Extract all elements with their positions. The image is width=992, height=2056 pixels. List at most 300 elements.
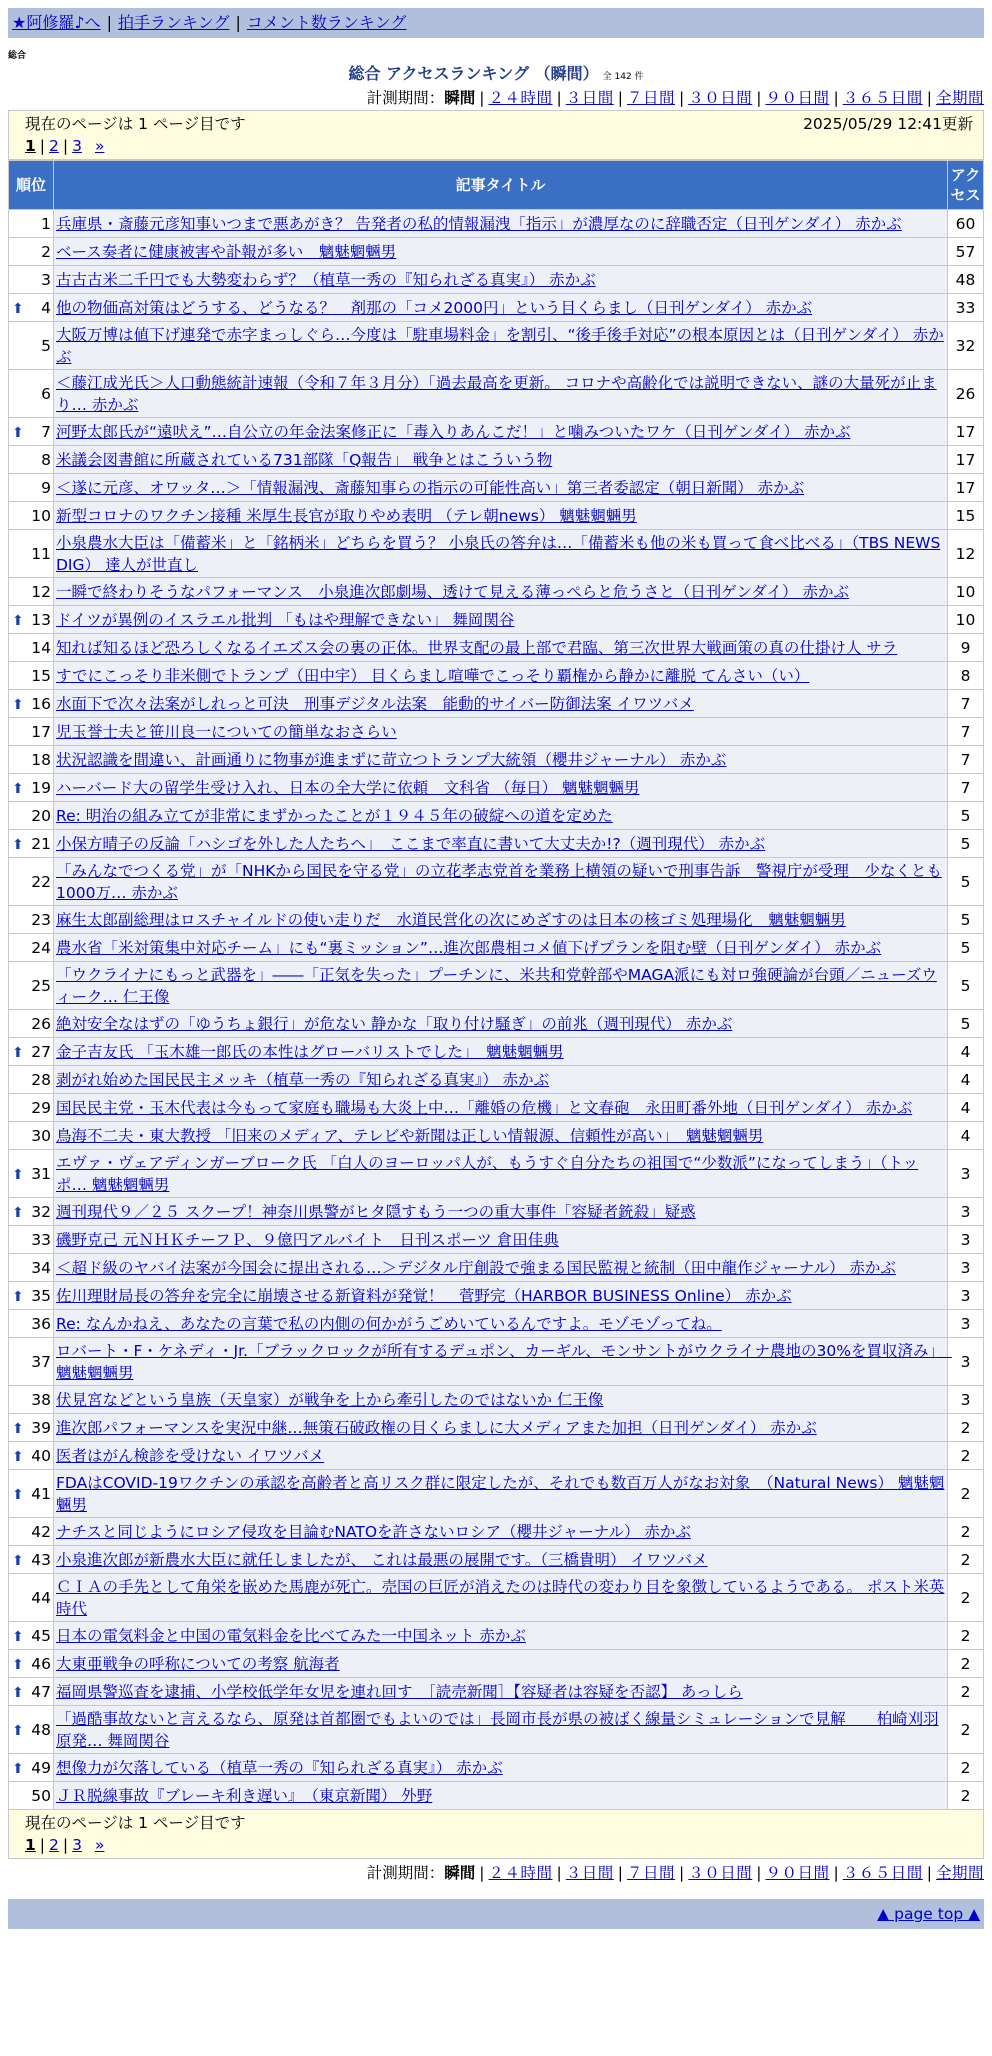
rank-cell xyxy=(9,502,54,530)
rank-up-arrow-icon: ⬆ xyxy=(12,1448,24,1465)
nav-separator: | xyxy=(235,13,241,32)
rank-up-arrow-icon: ⬆ xyxy=(12,1628,24,1645)
rank-cell xyxy=(9,266,54,294)
rank-number: 29 xyxy=(31,1098,51,1117)
article-title-link[interactable]: 状況認識を間違い、計画通りに物事が進まずに苛立つトランプ大統領（櫻井ジャーナル） 赤かぶ xyxy=(56,750,727,769)
access-count: 2 xyxy=(948,1650,984,1678)
period-separator: | xyxy=(926,1864,932,1882)
article-title-link[interactable]: 磯野克己 元ＮＨＫチーフＰ、９億円アルバイト 日刊スポーツ 倉田佳典 xyxy=(56,1230,559,1249)
period-separator: | xyxy=(679,1864,685,1882)
access-count: 3 xyxy=(948,1310,984,1338)
rank-number: 26 xyxy=(31,1014,51,1033)
article-title-link[interactable]: 小泉農水大臣は「備蓄米」と「銘柄米」どちらを買う？ 小泉氏の答弁は…「備蓄米も他の米も買って食べ比べる」（TBS NEWS DIG） 達人が世直し xyxy=(56,533,941,574)
table-row xyxy=(9,1414,984,1442)
title-cell xyxy=(54,634,948,662)
period-separator: | xyxy=(556,1864,562,1882)
period-option-link[interactable]: ７日間 xyxy=(626,1864,675,1882)
access-count: 17 xyxy=(948,446,984,474)
access-count: 3 xyxy=(948,1226,984,1254)
article-title-link[interactable]: 一瞬で終わりそうなパフォーマンス 小泉進次郎劇場、透けて見える薄っぺらと危うさと（日刊ゲンダイ） 赤かぶ xyxy=(56,582,849,601)
table-row xyxy=(9,266,984,294)
rank-cell xyxy=(9,1338,54,1386)
title-cell xyxy=(54,370,948,418)
period-option-link[interactable]: ２４時間 xyxy=(488,89,553,107)
table-row xyxy=(9,502,984,530)
table-row xyxy=(9,1622,984,1650)
rank-number: 11 xyxy=(31,544,51,563)
access-count: 17 xyxy=(948,418,984,446)
rank-number: 17 xyxy=(31,722,51,741)
access-count: 3 xyxy=(948,1198,984,1226)
col-header-rank: 順位 xyxy=(9,161,54,210)
rank-cell xyxy=(9,210,54,238)
article-title-link[interactable]: 小泉進次郎が新農水大臣に就任しましたが、 これは最悪の展開です。（三橋貴明） イワツバメ xyxy=(56,1550,708,1569)
title-cell xyxy=(54,718,948,746)
rank-up-arrow-icon: ⬆ xyxy=(12,836,24,853)
rank-number: 18 xyxy=(31,750,51,769)
rank-number: 45 xyxy=(31,1626,51,1645)
period-option-link[interactable]: 全期間 xyxy=(935,1864,984,1882)
page-2-link[interactable]: 2 xyxy=(49,1836,59,1854)
rank-number: 43 xyxy=(31,1550,51,1569)
nav-separator: | xyxy=(106,13,112,32)
article-title-link[interactable]: 農水省「米対策集中対応チーム」にも“裏ミッション”…進次郎農相コメ値下げプランを阻む壁（日刊ゲンダイ） 赤かぶ xyxy=(56,938,882,957)
article-title-link[interactable]: ＣＩＡの手先として角栄を嵌めた馬鹿が死亡。売国の巨匠が消えたのは時代の変わり目を象徴しているようである。 ポスト米英時代 xyxy=(56,1577,945,1618)
rank-cell xyxy=(9,1470,54,1518)
period-option-link[interactable]: ３６５日間 xyxy=(842,1864,923,1882)
rank-cell xyxy=(9,1066,54,1094)
table-row xyxy=(9,1282,984,1310)
title-cell xyxy=(54,1706,948,1754)
access-count: 2 xyxy=(948,1518,984,1546)
title-cell xyxy=(54,474,948,502)
period-separator: | xyxy=(756,1864,762,1882)
rank-cell xyxy=(9,906,54,934)
table-row xyxy=(9,1442,984,1470)
page-top-link[interactable]: ▲ page top ▲ xyxy=(877,1905,980,1923)
section-label: 総合 xyxy=(8,51,27,61)
page-3-link[interactable]: 3 xyxy=(72,1836,83,1854)
access-count: 57 xyxy=(948,238,984,266)
rank-up-arrow-icon: ⬆ xyxy=(12,1204,24,1221)
article-title-link[interactable]: ロバート・F・ケネディ・Jr.「ブラックロックが所有するデュポン、カーギル、モンサントがウクライナ農地の30%を買収済み」 魑魅魍魎男 xyxy=(56,1341,952,1382)
rank-cell xyxy=(9,238,54,266)
article-title-link[interactable]: 古古古米二千円でも大勢変わらず？（植草一秀の『知られざる真実』） 赤かぶ xyxy=(56,270,596,289)
title-cell xyxy=(54,1414,948,1442)
table-row xyxy=(9,962,984,1010)
table-row xyxy=(9,578,984,606)
rank-number: 42 xyxy=(31,1522,51,1541)
title-cell xyxy=(54,906,948,934)
table-row xyxy=(9,934,984,962)
current-page-text-bottom: 現在のページは 1 ページ目です xyxy=(25,1814,246,1832)
rank-cell xyxy=(9,1122,54,1150)
title-cell xyxy=(54,962,948,1010)
table-row xyxy=(9,1678,984,1706)
table-row xyxy=(9,1754,984,1782)
ranking-table xyxy=(8,160,984,1810)
article-title-link[interactable]: 絶対安全なはずの「ゆうちょ銀行」が危ない 静かな「取り付け騒ぎ」の前兆（週刊現代） 赤かぶ xyxy=(56,1014,733,1033)
total-count: 全 142 件 xyxy=(602,72,644,82)
article-title-link[interactable]: ＜遂に元彦、オワッタ…＞「情報漏洩、斎藤知事らの指示の可能性高い」第三者委認定（朝日新聞） 赤かぶ xyxy=(56,478,805,497)
article-title-link[interactable]: 医者はがん検診を受けない イワツバメ xyxy=(56,1446,325,1465)
title-cell xyxy=(54,446,948,474)
title-cell xyxy=(54,774,948,802)
period-option-link[interactable]: ９０日間 xyxy=(765,89,830,107)
access-count: 10 xyxy=(948,578,984,606)
article-title-link[interactable]: 知れば知るほど恐ろしくなるイエズス会の裏の正体。世界支配の最上部で君臨、第三次世界大戦画策の真の仕掛け人 サラ xyxy=(56,638,898,657)
title-cell xyxy=(54,802,948,830)
article-title-link[interactable]: Re: 明治の組み立てが非常にまずかったことが１９４５年の破綻への道を定めた xyxy=(56,806,613,825)
title-cell xyxy=(54,1470,948,1518)
article-title-link[interactable]: 米議会図書館に所蔵されている731部隊「Q報告」 戦争とはこういう物 xyxy=(56,450,553,469)
article-title-link[interactable]: 週刊現代９／２５ スクープ！神奈川県警がヒタ隠すもう一つの重大事件「容疑者銃殺」疑惑 xyxy=(56,1202,696,1221)
rank-cell xyxy=(9,530,54,578)
access-count: 10 xyxy=(948,606,984,634)
table-row xyxy=(9,746,984,774)
rank-number: 47 xyxy=(31,1682,51,1701)
rank-cell xyxy=(9,1782,54,1810)
next-page-link[interactable]: » xyxy=(94,1836,105,1854)
table-row xyxy=(9,1782,984,1810)
article-title-link[interactable]: 水面下で次々法案がしれっと可決 刑事デジタル法案 能動的サイバー防御法案 イワツバメ xyxy=(56,694,694,713)
rank-number: 10 xyxy=(31,506,51,525)
period-current: 瞬間 xyxy=(444,89,476,107)
table-row xyxy=(9,1706,984,1754)
title-cell xyxy=(54,266,948,294)
footer-bar xyxy=(8,1899,984,1929)
access-count: 33 xyxy=(948,294,984,322)
page-title-row xyxy=(8,62,984,86)
table-row xyxy=(9,858,984,906)
access-count: 2 xyxy=(948,1470,984,1518)
period-separator: | xyxy=(679,89,685,107)
period-separator: | xyxy=(833,89,839,107)
table-row xyxy=(9,690,984,718)
rank-up-arrow-icon: ⬆ xyxy=(12,1552,24,1569)
rank-number: 2 xyxy=(41,242,51,261)
rank-cell xyxy=(9,1010,54,1038)
rank-number: 21 xyxy=(31,834,51,853)
table-row xyxy=(9,530,984,578)
clap-ranking-link[interactable]: 拍手ランキング xyxy=(117,13,230,32)
article-title-link[interactable]: ＜藤江成光氏＞人口動態統計速報（令和７年３月分）「過去最高を更新。 コロナや高齢化では説明できない、謎の大量死が止まり… 赤かぶ xyxy=(56,373,937,414)
access-count: 15 xyxy=(948,502,984,530)
access-count: 4 xyxy=(948,1038,984,1066)
article-title-link[interactable]: 鳥海不二夫・東大教授 「旧来のメディア、テレビや新聞は正しい情報源、信頼性が高い」 魑魅魍魎男 xyxy=(56,1126,764,1145)
access-count: 2 xyxy=(948,1414,984,1442)
title-cell xyxy=(54,1678,948,1706)
rank-up-arrow-icon: ⬆ xyxy=(12,424,24,441)
period-option-link[interactable]: ３０日間 xyxy=(688,89,753,107)
rank-cell xyxy=(9,474,54,502)
col-header-title: 記事タイトル xyxy=(54,161,948,210)
access-count: 2 xyxy=(948,1442,984,1470)
article-title-link[interactable]: ＜超ド級のヤバイ法案が今国会に提出される…＞デジタル庁創設で強まる国民監視と統制（田中龍作ジャーナル） 赤かぶ xyxy=(56,1258,896,1277)
rank-cell xyxy=(9,1094,54,1122)
access-count: 2 xyxy=(948,1546,984,1574)
article-title-link[interactable]: 小保方晴子の反論「ハシゴを外した人たちへ」 ここまで率直に書いて大丈夫か!?（週刊現代） 赤かぶ xyxy=(56,834,766,853)
title-cell xyxy=(54,746,948,774)
table-row xyxy=(9,1066,984,1094)
rank-number: 22 xyxy=(31,872,51,891)
table-row xyxy=(9,906,984,934)
rank-number: 38 xyxy=(31,1390,51,1409)
title-cell xyxy=(54,210,948,238)
table-row xyxy=(9,418,984,446)
next-page-link[interactable]: » xyxy=(94,137,105,155)
rank-cell xyxy=(9,1038,54,1066)
title-cell xyxy=(54,418,948,446)
rank-cell xyxy=(9,962,54,1010)
access-count: 5 xyxy=(948,934,984,962)
article-title-link[interactable]: エヴァ・ヴェアディンガーブローク氏 「白人のヨーロッパ人が、もうすぐ自分たちの祖国で“少数派”になってしまう」（トッポ… 魑魅魍魎男 xyxy=(56,1153,919,1194)
access-count: 3 xyxy=(948,1386,984,1414)
article-title-link[interactable]: ＪＲ脱線事故『ブレーキ利き遅い』 （東京新聞） 外野 xyxy=(56,1786,433,1805)
title-cell xyxy=(54,1310,948,1338)
title-cell xyxy=(54,530,948,578)
article-title-link[interactable]: ハーバード大の留学生受け入れ、日本の全大学に依頼 文科省 （毎日） 魑魅魍魎男 xyxy=(56,778,640,797)
period-option-link[interactable]: ７日間 xyxy=(626,89,675,107)
title-cell xyxy=(54,1094,948,1122)
rank-number: 14 xyxy=(31,638,51,657)
title-cell xyxy=(54,502,948,530)
period-option-link[interactable]: ３６５日間 xyxy=(842,89,923,107)
table-row xyxy=(9,1574,984,1622)
title-cell xyxy=(54,858,948,906)
table-row xyxy=(9,1122,984,1150)
title-cell xyxy=(54,934,948,962)
table-row xyxy=(9,1518,984,1546)
rank-up-arrow-icon: ⬆ xyxy=(12,1288,24,1305)
table-row xyxy=(9,606,984,634)
updated-timestamp: 2025/05/29 12:41更新 xyxy=(803,115,973,133)
article-title-link[interactable]: 新型コロナのワクチン接種 米厚生長官が取りやめ表明 （テレ朝news） 魑魅魍魎男 xyxy=(56,506,637,525)
rank-cell xyxy=(9,774,54,802)
rank-cell xyxy=(9,294,54,322)
current-page-text: 現在のページは 1 ページ目です xyxy=(25,115,246,133)
table-row xyxy=(9,370,984,418)
access-count: 17 xyxy=(948,474,984,502)
rank-number: 41 xyxy=(31,1484,51,1503)
title-cell xyxy=(54,294,948,322)
rank-cell xyxy=(9,1574,54,1622)
rank-cell xyxy=(9,418,54,446)
table-row xyxy=(9,1386,984,1414)
table-row xyxy=(9,634,984,662)
rank-number: 44 xyxy=(31,1588,51,1607)
rank-cell xyxy=(9,1650,54,1678)
access-count: 7 xyxy=(948,774,984,802)
period-separator: | xyxy=(479,89,485,107)
article-title-link[interactable]: 河野太郎氏が“遠吠え”…自公立の年金法案修正に「毒入りあんこだ！」と噛みついたワケ（日刊ゲンダイ） 赤かぶ xyxy=(56,422,851,441)
period-option-link[interactable]: ２４時間 xyxy=(488,1864,553,1882)
article-title-link[interactable]: 大阪万博は値下げ連発で赤字まっしぐら…今度は「駐車場料金」を割引、“後手後手対応”の根本原因とは（日刊ゲンダイ） 赤かぶ xyxy=(56,325,944,366)
access-count: 26 xyxy=(948,370,984,418)
asyura-home-link[interactable]: ★阿修羅♪へ xyxy=(12,13,101,32)
article-title-link[interactable]: FDAはCOVID-19ワクチンの承認を高齢者と高リスク群に限定したが、それでも数百万人がなお対象 （Natural News） 魑魅魍魎男 xyxy=(56,1473,945,1514)
article-title-link[interactable]: 福岡県警巡査を逮捕、小学校低学年女児を連れ回す ［読売新聞］【容疑者は容疑を否認】 あっしら xyxy=(56,1682,743,1701)
period-option-link[interactable]: 全期間 xyxy=(935,89,984,107)
article-title-link[interactable]: 「みんなでつくる党」が「NHKから国民を守る党」の立花孝志党首を業務上横領の疑いで刑事告訴 警視庁が受理 少なくとも1000万… 赤かぶ xyxy=(56,861,942,902)
article-title-link[interactable]: 日本の電気料金と中国の電気料金を比べてみた一中国ネット 赤かぶ xyxy=(56,1626,526,1645)
rank-cell xyxy=(9,1546,54,1574)
rank-number: 5 xyxy=(41,336,51,355)
rank-number: 4 xyxy=(41,298,51,317)
rank-number: 16 xyxy=(31,694,51,713)
period-separator: | xyxy=(617,89,623,107)
rank-cell xyxy=(9,606,54,634)
title-cell xyxy=(54,1546,948,1574)
rank-up-arrow-icon: ⬆ xyxy=(12,1760,24,1777)
article-title-link[interactable]: ナチスと同じようにロシア侵攻を目論むNATOを許さないロシア（櫻井ジャーナル） 赤かぶ xyxy=(56,1522,691,1541)
page-links-bottom: 1 | 2 | 3 » xyxy=(25,1836,105,1854)
article-title-link[interactable]: すでにこっそり非米側でトランプ（田中宇） 目くらまし喧嘩でこっそり覇権から静かに離脱 てんさい（い） xyxy=(56,666,810,685)
rank-number: 13 xyxy=(31,610,51,629)
title-cell xyxy=(54,1650,948,1678)
title-cell xyxy=(54,1122,948,1150)
rank-number: 8 xyxy=(41,450,51,469)
rank-number: 35 xyxy=(31,1286,51,1305)
rank-cell xyxy=(9,370,54,418)
rank-number: 46 xyxy=(31,1654,51,1673)
table-row xyxy=(9,1254,984,1282)
period-option-link[interactable]: ３日間 xyxy=(565,89,614,107)
table-row xyxy=(9,446,984,474)
rank-cell xyxy=(9,1282,54,1310)
article-title-link[interactable]: 「ウクライナにもっと武器を」――「正気を失った」プーチンに、米共和党幹部やMAGA派にも対ロ強硬論が台頭／ニューズウィーク… 仁王像 xyxy=(56,965,937,1006)
article-title-link[interactable]: ベース奏者に健康被害や訃報が多い 魑魅魍魎男 xyxy=(56,242,397,261)
table-row xyxy=(9,1226,984,1254)
article-title-link[interactable]: 「過酷事故ないと言えるなら、原発は首都圏でもよいのでは」長岡市長が県の被ばく線量シミュレーションで見解 柏崎刈羽原発… 舞岡関谷 xyxy=(56,1709,939,1750)
table-row xyxy=(9,294,984,322)
period-option-link[interactable]: ３０日間 xyxy=(688,1864,753,1882)
page-3-link[interactable]: 3 xyxy=(72,137,83,155)
title-cell xyxy=(54,238,948,266)
article-title-link[interactable]: 佐川理財局長の答弁を完全に崩壊させる新資料が発覚！ 菅野完（HARBOR BUSINESS Online） 赤かぶ xyxy=(56,1286,792,1305)
rank-up-arrow-icon: ⬆ xyxy=(12,1722,24,1739)
article-title-link[interactable]: 大東亜戦争の呼称についての考察 航海者 xyxy=(56,1654,340,1673)
table-row xyxy=(9,1338,984,1386)
period-separator: | xyxy=(556,89,562,107)
access-count: 12 xyxy=(948,530,984,578)
title-cell xyxy=(54,1622,948,1650)
article-title-link[interactable]: 進次郎パフォーマンスを実況中継…無策石破政権の目くらましに大メディアまた加担（日刊ゲンダイ） 赤かぶ xyxy=(56,1418,817,1437)
rank-number: 33 xyxy=(31,1230,51,1249)
rank-number: 40 xyxy=(31,1446,51,1465)
access-count: 9 xyxy=(948,634,984,662)
rank-up-arrow-icon: ⬆ xyxy=(12,612,24,629)
rank-number: 23 xyxy=(31,910,51,929)
table-row xyxy=(9,1198,984,1226)
period-separator: | xyxy=(926,89,932,107)
table-row xyxy=(9,238,984,266)
rank-up-arrow-icon: ⬆ xyxy=(12,1044,24,1061)
access-count: 3 xyxy=(948,1150,984,1198)
access-count: 3 xyxy=(948,1338,984,1386)
rank-number: 30 xyxy=(31,1126,51,1145)
title-cell xyxy=(54,1038,948,1066)
access-count: 7 xyxy=(948,746,984,774)
rank-number: 37 xyxy=(31,1352,51,1371)
access-count: 2 xyxy=(948,1782,984,1810)
title-cell xyxy=(54,1338,952,1386)
rank-number: 7 xyxy=(41,422,51,441)
table-row xyxy=(9,1038,984,1066)
rank-number: 50 xyxy=(31,1786,51,1805)
access-count: 48 xyxy=(948,266,984,294)
title-cell xyxy=(54,1754,948,1782)
table-row xyxy=(9,1650,984,1678)
rank-cell xyxy=(9,1622,54,1650)
rank-up-arrow-icon: ⬆ xyxy=(12,1486,24,1503)
article-title-link[interactable]: 児玉誉士夫と笹川良一についての簡単なおさらい xyxy=(56,722,397,741)
period-option-link[interactable]: ３日間 xyxy=(565,1864,614,1882)
table-row xyxy=(9,474,984,502)
article-title-link[interactable]: 伏見宮などという皇族（天皇家）が戦争を上から牽引したのではないか 仁王像 xyxy=(56,1390,604,1409)
access-count: 3 xyxy=(948,1254,984,1282)
article-title-link[interactable]: ドイツが異例のイスラエル批判 「もはや理解できない」 舞岡関谷 xyxy=(56,610,515,629)
title-cell xyxy=(54,1150,948,1198)
article-title-link[interactable]: 国民民主党・玉木代表は今もって家庭も職場も大炎上中…「離婚の危機」と文春砲 永田町番外地（日刊ゲンダイ） 赤かぶ xyxy=(56,1098,913,1117)
period-current: 瞬間 xyxy=(444,1864,476,1882)
table-row xyxy=(9,774,984,802)
table-row xyxy=(9,1546,984,1574)
page-2-link[interactable]: 2 xyxy=(49,137,59,155)
comment-ranking-link[interactable]: コメント数ランキング xyxy=(246,13,407,32)
rank-cell xyxy=(9,1198,54,1226)
access-count: 7 xyxy=(948,690,984,718)
period-option-link[interactable]: ９０日間 xyxy=(765,1864,830,1882)
article-title-link[interactable]: Re: なんかねえ、あなたの言葉で私の内側の何かがうごめいているんですよ。モゾモゾってね。 xyxy=(56,1314,722,1333)
access-count: 8 xyxy=(948,662,984,690)
period-separator: | xyxy=(617,1864,623,1882)
article-title-link[interactable]: 金子吉友氏 「玉木雄一郎氏の本性はグローバリストでした」 魑魅魍魎男 xyxy=(56,1042,564,1061)
article-title-link[interactable]: 剥がれ始めた国民民主メッキ（植草一秀の『知られざる真実』） 赤かぶ xyxy=(56,1070,550,1089)
access-count: 7 xyxy=(948,718,984,746)
rank-cell xyxy=(9,1150,54,1198)
title-cell xyxy=(54,690,948,718)
article-title-link[interactable]: 麻生太郎副総理はロスチャイルドの使い走りだ 水道民営化の次にめざすのは日本の核ゴミ処理場化 魑魅魍魎男 xyxy=(56,910,846,929)
table-row xyxy=(9,802,984,830)
rank-cell xyxy=(9,634,54,662)
table-row xyxy=(9,662,984,690)
rank-number: 34 xyxy=(31,1258,51,1277)
period-selector-bottom xyxy=(8,1861,984,1885)
rank-number: 25 xyxy=(31,976,51,995)
table-row xyxy=(9,1310,984,1338)
page-links: 1 | 2 | 3 » xyxy=(25,137,105,155)
title-cell xyxy=(54,1010,948,1038)
table-row xyxy=(9,1150,984,1198)
article-title-link[interactable]: 他の物価高対策はどうする、どうなる？ 剤那の「コメ2000円」という目くらまし（日刊ゲンダイ） 赤かぶ xyxy=(56,298,813,317)
access-count: 60 xyxy=(948,210,984,238)
article-title-link[interactable]: 想像力が欠落している（植草一秀の『知られざる真実』） 赤かぶ xyxy=(56,1758,503,1777)
rank-up-arrow-icon: ⬆ xyxy=(12,696,24,713)
article-title-link[interactable]: 兵庫県・斎藤元彦知事いつまで悪あがき？ 告発者の私的情報漏洩「指示」が濃厚なのに辞職否定（日刊ゲンダイ） 赤かぶ xyxy=(56,214,902,233)
rank-cell xyxy=(9,446,54,474)
title-cell xyxy=(54,1518,948,1546)
rank-number: 15 xyxy=(31,666,51,685)
rank-number: 39 xyxy=(31,1418,51,1437)
access-count: 2 xyxy=(948,1754,984,1782)
title-cell xyxy=(54,1226,948,1254)
rank-number: 27 xyxy=(31,1042,51,1061)
access-count: 5 xyxy=(948,830,984,858)
rank-cell xyxy=(9,718,54,746)
title-cell xyxy=(54,830,948,858)
rank-cell xyxy=(9,746,54,774)
